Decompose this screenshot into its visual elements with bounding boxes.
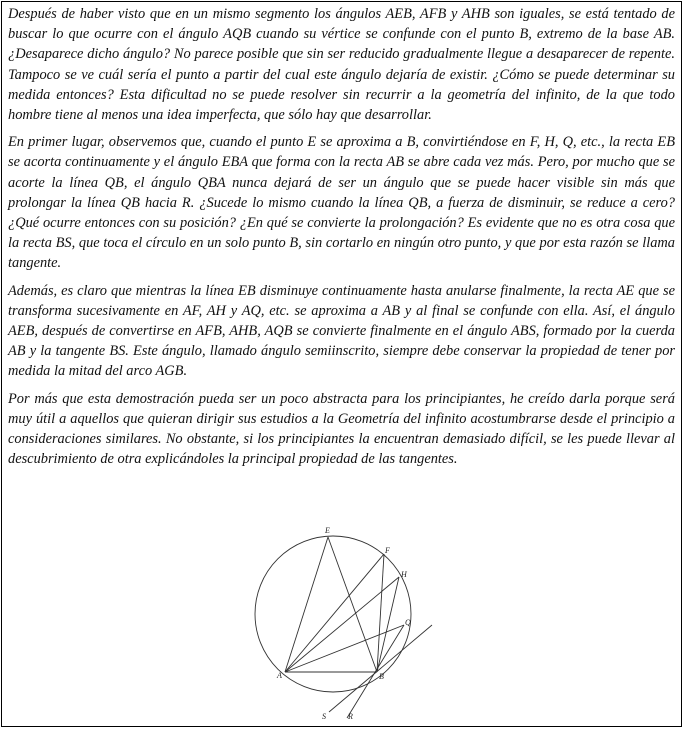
label-s: S: [322, 712, 326, 721]
label-b: B: [379, 672, 384, 681]
paragraph-4: Por más que esta demostración pueda ser un poco abstracta para los principiantes, he creído darla porque será muy útil a aquellos que quieran dirigir sus estudios a la Geometría del infinito acostumbrarse desde el principio a consideraciones similares. No obstante, si los principiantes la encuentran demasiado difícil, se les puede llevar al descubrimiento de otra explicándoles la principal propiedad de las tangentes.: [8, 390, 675, 468]
line-qr: [347, 625, 404, 718]
line-ae: [285, 537, 328, 672]
label-h: H: [401, 570, 407, 579]
tangent-bs: [329, 625, 432, 712]
line-hb: [377, 577, 399, 672]
line-fb: [377, 554, 384, 672]
paragraph-1: Después de haber visto que en un mismo segmento los ángulos AEB, AFB y AHB son iguales, se está tentado de buscar lo que ocurre con el ángulo AQB cuando su vértice se confunde con el punto B, extremo de la base AB. ¿Desaparece dicho ángulo? No parece posible que sin ser reducido gradualmente llegue a desaparecer de repente. Tampoco se ve cuál sería el punto a partir del cual este ángulo dejaría de existir. ¿Cómo se puede determinar su medida entonces? Esta dificultad no se puede resolver sin recurrir a la geometría del infinito, de la que todo hombre tiene al menos una idea imperfecta, que sólo hay que desarrollar.: [8, 6, 675, 124]
line-ah: [285, 577, 399, 672]
line-aq: [285, 625, 404, 672]
paragraph-2: En primer lugar, observemos que, cuando el punto E se aproxima a B, convirtiéndose en F, H, Q, etc., la recta EB se acorta continuamente y el ángulo EBA que forma con la recta AB se abre cada vez más. Pero, por mucho que se acorte la línea QB, el ángulo QBA nunca dejará de ser un ángulo que se puede hacer visible sin más que prolongar la línea QB hacia R. ¿Sucede lo mismo cuando la línea QB, a fuerza de disminuir, se reduce a cero? ¿Qué ocurre entonces con su posición? ¿En qué se convierte la prolongación? Es evidente que no es otra cosa que la recta BS, que toca el círculo en un solo punto B, sin cortarlo en ningún otro punto, y que por esta razón se llama tangente.: [8, 134, 675, 272]
label-a: A: [277, 671, 282, 680]
paragraph-3: Además, es claro que mientras la línea EB disminuye continuamente hasta anularse finalmente, la recta AE que se transforma sucesivamente en AF, AH y AQ, etc. se aproxima a AB y al final se confunde con ella. Así, el ángulo AEB, después de convertirse en AFB, AHB, AQB se convierte finalmente en el ángulo ABS, formado por la cuerda AB y la tangente BS. Este ángulo, llamado ángulo semiinscrito, siempre debe conservar la propiedad de tener por medida la mitad del arco AGB.: [8, 282, 675, 380]
label-r: R: [348, 712, 353, 721]
label-q: Q: [405, 618, 411, 627]
circle: [255, 536, 411, 692]
line-af: [285, 554, 384, 672]
label-e: E: [325, 526, 330, 535]
label-f: F: [385, 546, 390, 555]
